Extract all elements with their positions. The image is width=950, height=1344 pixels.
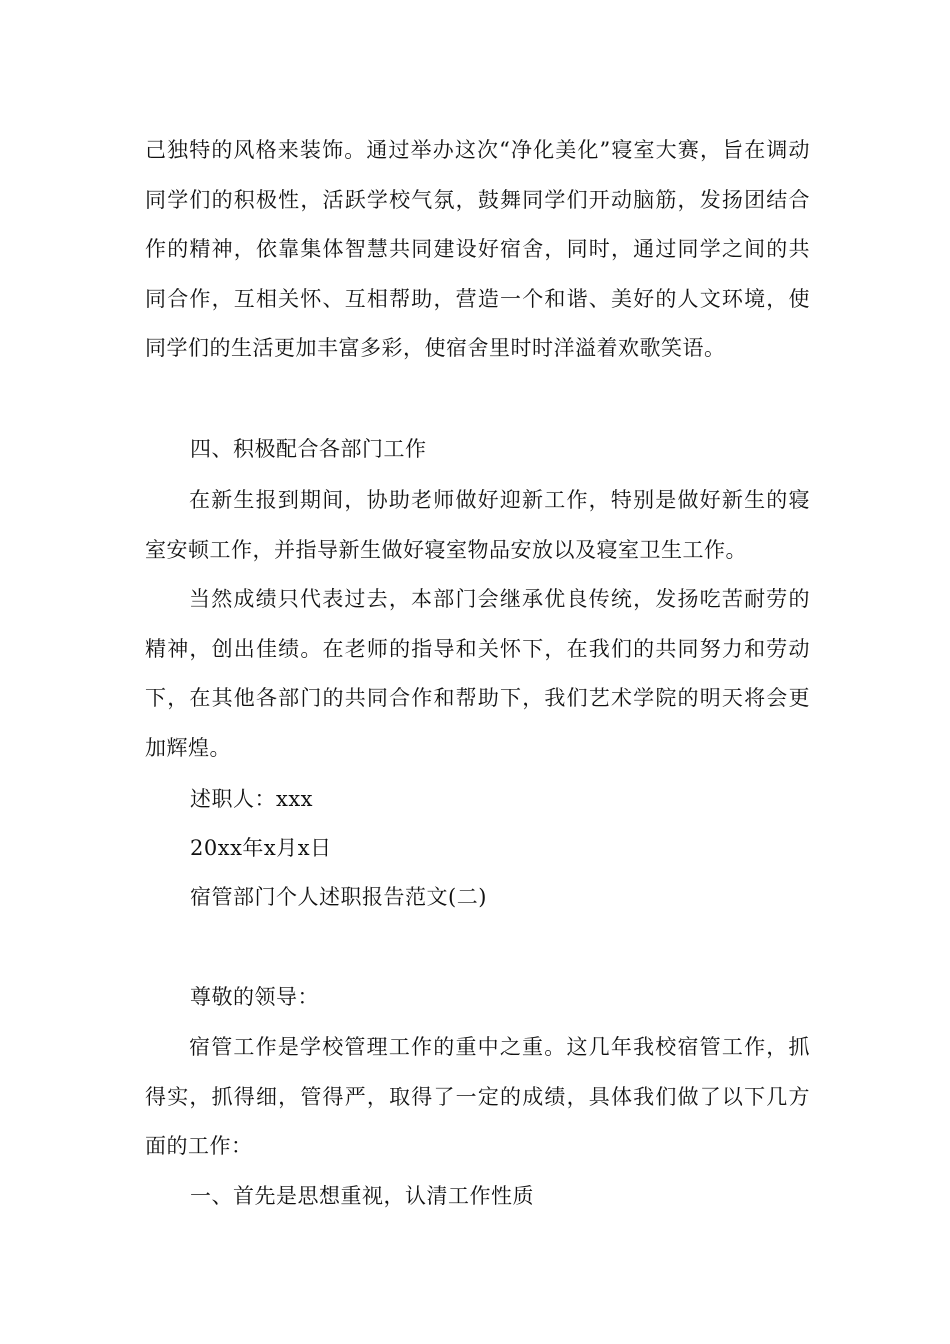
paragraph-conclusion: 当然成绩只代表过去，本部门会继承优良传统，发扬吃苦耐劳的精神，创出佳绩。在老师的指导和关怀下，在我们的共同努力和劳动下，在其他各部门的共同合作和帮助下，我们艺术学院的明天将会更加辉煌。 bbox=[145, 587, 810, 760]
salutation: 尊敬的领导： bbox=[190, 985, 319, 1009]
paragraph-dorm-contest: 己独特的风格来装饰。通过举办这次“净化美化”寝室大赛，旨在调动同学们的积极性，活跃学校气氛，鼓舞同学们开动脑筋，发扬团结合作的精神，依靠集体智慧共同建设好宿舍，同时，通过同学之间的共同合作，互相关怀、互相帮助，营造一个和谐、美好的人文环境，使同学们的生活更加丰富多彩，使宿舍里时时洋溢着欢歌笑语。 bbox=[145, 138, 810, 360]
paragraph-freshman-registration: 在新生报到期间，协助老师做好迎新工作，特别是做好新生的寝室安顿工作，并指导新生做好寝室物品安放以及寝室卫生工作。 bbox=[145, 488, 810, 562]
section-heading-ideological-attention: 一、首先是思想重视，认清工作性质 bbox=[190, 1184, 534, 1208]
second-report-title: 宿管部门个人述职报告范文(二) bbox=[190, 885, 487, 909]
section-heading-cooperate-departments: 四、积极配合各部门工作 bbox=[190, 437, 427, 461]
reporter-signature: 述职人：xxx bbox=[190, 787, 314, 811]
report-date: 20xx年x月x日 bbox=[190, 836, 332, 860]
paragraph-dorm-management-intro: 宿管工作是学校管理工作的重中之重。这几年我校宿管工作，抓得实，抓得细，管得严，取得了一定的成绩，具体我们做了以下几方面的工作： bbox=[145, 1035, 810, 1158]
